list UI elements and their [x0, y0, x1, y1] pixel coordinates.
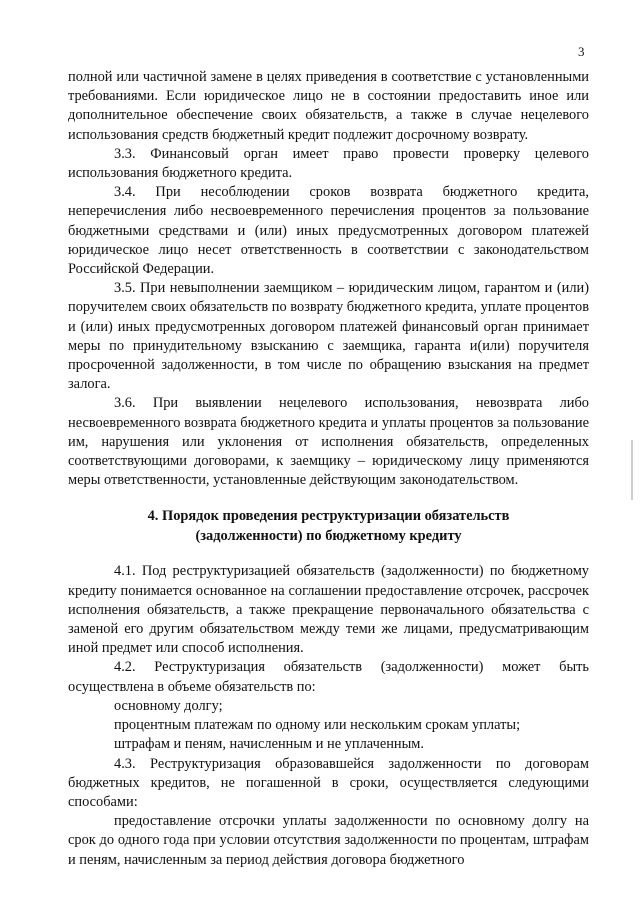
- paragraph-3-3: 3.3. Финансовый орган имеет право провести проверку целевого использования бюджетного кредита.: [68, 145, 589, 182]
- paragraph-4-2: 4.2. Реструктуризация обязательств (задолженности) может быть осуществлена в объеме обязательств по:: [68, 659, 589, 695]
- list-item: процентным платежам по одному или нескольким срокам уплаты;: [114, 717, 521, 734]
- section-heading-line-2: (задолженности) по бюджетному кредиту: [195, 528, 462, 545]
- section-heading-line-1: 4. Порядок проведения реструктуризации обязательств: [147, 508, 510, 525]
- section-heading: [68, 506, 589, 546]
- paragraph-3-4: 3.4. При несоблюдении сроков возврата бюджетного кредита, неперечисления либо несвоевременного перечисления процентов за пользование бюджетными средствами и (или) иных предусмотренных договором платежей юридическое лицо несет ответственность в соответствии с законодательством Российской Федерации.: [68, 184, 589, 278]
- list-item: штрафам и пеням, начисленным и не уплаченным.: [114, 736, 425, 753]
- page-number: 3: [578, 44, 585, 59]
- paragraph-4-1: 4.1. Под реструктуризацией обязательств (задолженности) по бюджетному кредиту понимается основанное на соглашении предоставление отсрочек, рассрочек исполнения обязательств, а также прекращение первоначального обязательства с заменой его другим обязательством между теми же лицами, предусматривающим иной предмет или способ исполнения.: [68, 563, 589, 657]
- paragraph-3-5: 3.5. При невыполнении заемщиком – юридическим лицом, гарантом и (или) поручителем своих обязательств по возврату бюджетного кредита, уплате процентов и (или) иных предусмотренных договором платежей финансовый орган принимает меры по принудительному взысканию с заемщика, гаранта и(или) поручителя просроченной задолженности, в том числе по обращению взыскания на предмет залога.: [68, 280, 589, 393]
- document-body: [68, 68, 589, 870]
- scan-edge-mark: [631, 440, 633, 500]
- paragraph-continued: предоставление отсрочки уплаты задолженности по основному долгу на срок до одного года при условии отсутствия задолженности по процентам, штрафам и пеням, начисленным за период действия договора бюджетного: [68, 813, 589, 868]
- list-item: основному долгу;: [114, 697, 223, 714]
- paragraph-4-3: 4.3. Реструктуризация образовавшейся задолженности по договорам бюджетных кредитов, не погашенной в сроки, осуществляется следующими способами:: [68, 755, 589, 810]
- paragraph-3-6: 3.6. При выявлении нецелевого использования, невозврата либо несвоевременного возврата бюджетного кредита и уплаты процентов за пользование им, нарушения или уклонения от исполнения обязательств, определенных соответствующими договорами, к заемщику – юридическому лицу применяются меры ответственности, установленные действующим законодательством.: [68, 395, 589, 489]
- paragraph: полной или частичной замене в целях приведения в соответствие с установленными требованиями. Если юридическое лицо не в состоянии предоставить иное или дополнительное обеспечение своих обязательств, а также в случае нецелевого использования средств бюджетный кредит подлежит досрочному возврату.: [68, 69, 589, 143]
